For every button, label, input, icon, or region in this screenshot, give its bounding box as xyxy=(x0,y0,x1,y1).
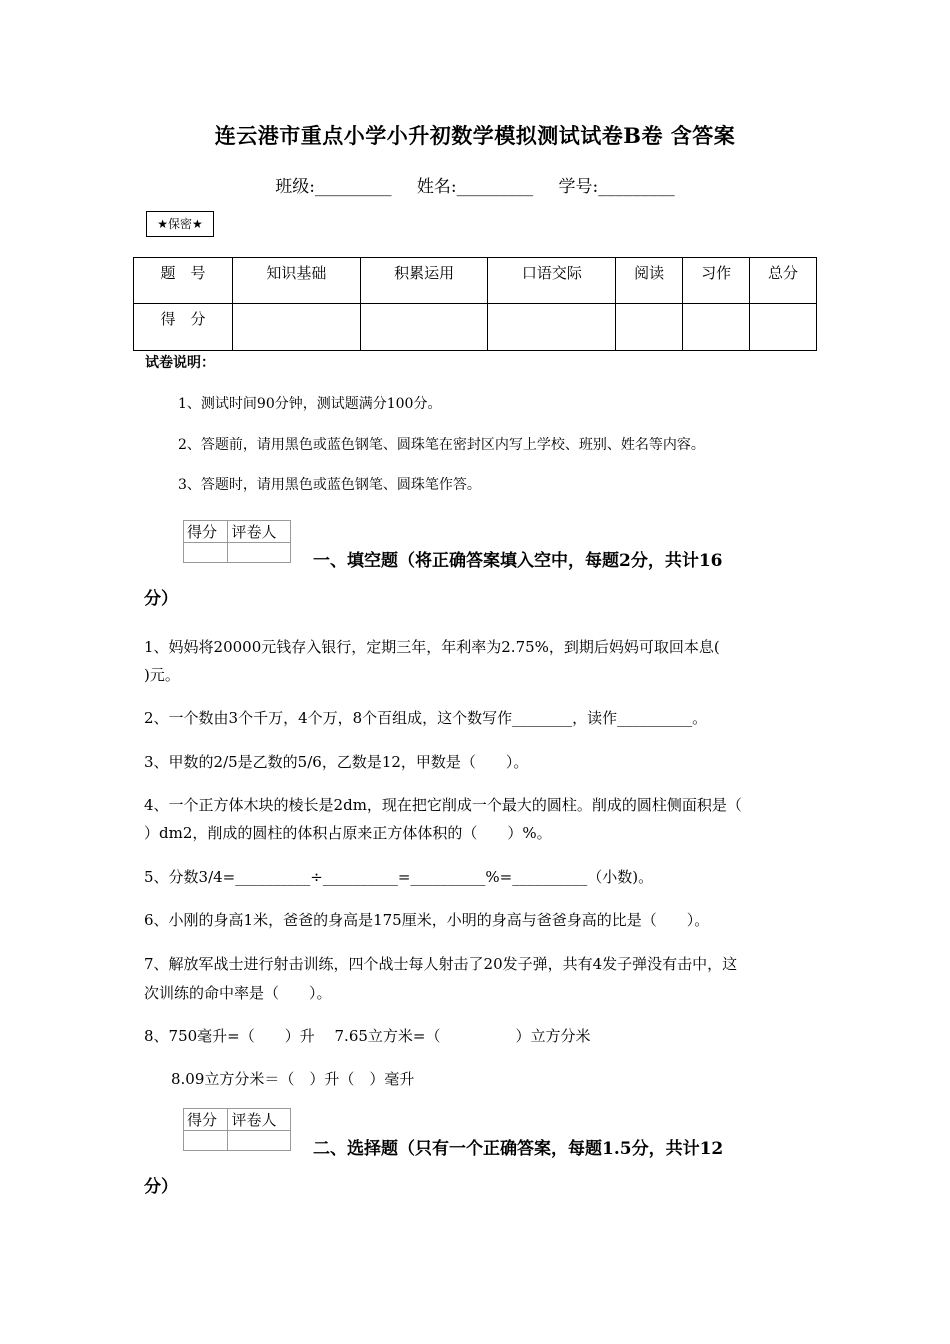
question-item: 7、解放军战士进行射击训练，四个战士每人射击了20发子弹，共有4发子弹没有击中，这 xyxy=(144,955,738,973)
section-heading-cont: 分） xyxy=(144,589,178,609)
instruction-item: 1、测试时间90分钟，测试题满分100分。 xyxy=(178,396,442,412)
student-info-line xyxy=(0,172,950,197)
question-item: 5、分数3/4=__________÷__________=__________%=__________（小数)。 xyxy=(144,868,654,886)
question-item: 4、一个正方体木块的棱长是2dm，现在把它削成一个最大的圆柱。削成的圆柱侧面积是（ xyxy=(144,796,742,814)
name-field: 姓名:_________ xyxy=(416,177,534,197)
grader-box xyxy=(183,1108,291,1151)
score-table-header: 总分 xyxy=(750,258,817,304)
student-id-field: 学号:_________ xyxy=(558,177,675,197)
confidential-badge: ★保密★ xyxy=(146,211,214,237)
question-item: 2、一个数由3个千万，4个万，8个百组成，这个数写作________，读作__________。 xyxy=(144,709,708,727)
grader-name-cell xyxy=(228,1131,291,1151)
score-table-header: 口语交际 xyxy=(488,258,616,304)
score-cell xyxy=(233,304,361,351)
grader-score-cell xyxy=(184,543,228,563)
question-item-cont: 次训练的命中率是（ ）。 xyxy=(144,984,332,1002)
score-cell xyxy=(750,304,817,351)
question-item: 6、小刚的身高1米，爸爸的身高是175厘米，小明的身高与爸爸身高的比是（ ）。 xyxy=(144,911,710,929)
question-item: 1、妈妈将20000元钱存入银行，定期三年，年利率为2.75%，到期后妈妈可取回本息( xyxy=(144,638,720,656)
score-table xyxy=(133,257,817,351)
grader-name-label: 评卷人 xyxy=(228,1109,291,1131)
class-field: 班级:_________ xyxy=(275,177,392,197)
score-cell xyxy=(683,304,750,351)
grader-name-label: 评卷人 xyxy=(228,521,291,543)
grader-score-label: 得分 xyxy=(184,1109,228,1131)
instructions-title: 试卷说明： xyxy=(145,355,215,371)
grader-name-cell xyxy=(228,543,291,563)
score-cell xyxy=(360,304,488,351)
section-heading: 一、填空题（将正确答案填入空中，每题2分，共计16 xyxy=(313,551,723,571)
score-row-label: 得 分 xyxy=(134,304,233,351)
grader-score-label: 得分 xyxy=(184,521,228,543)
score-table-header: 知识基础 xyxy=(233,258,361,304)
question-item: 8、750毫升=（ ）升 7.65立方米=（ ）立方分米 xyxy=(144,1027,591,1045)
grader-score-cell xyxy=(184,1131,228,1151)
section-heading-cont: 分） xyxy=(144,1177,178,1197)
score-table-header: 积累运用 xyxy=(360,258,488,304)
instruction-item: 2、答题前，请用黑色或蓝色钢笔、圆珠笔在密封区内写上学校、班别、姓名等内容。 xyxy=(178,437,705,453)
page-title: 连云港市重点小学小升初数学模拟测试试卷B卷 含答案 xyxy=(214,123,736,148)
score-cell xyxy=(616,304,683,351)
grader-box xyxy=(183,520,291,563)
score-table-header: 阅读 xyxy=(616,258,683,304)
score-table-header: 题 号 xyxy=(134,258,233,304)
instruction-item: 3、答题时，请用黑色或蓝色钢笔、圆珠笔作答。 xyxy=(178,477,481,493)
score-cell xyxy=(488,304,616,351)
question-item: 3、甲数的2/5是乙数的5/6，乙数是12，甲数是（ ）。 xyxy=(144,753,529,771)
score-table-header: 习作 xyxy=(683,258,750,304)
section-heading: 二、选择题（只有一个正确答案，每题1.5分，共计12 xyxy=(313,1139,724,1159)
question-item-cont: )元。 xyxy=(144,666,180,684)
question-item-cont: 8.09立方分米＝（ ）升（ ）毫升 xyxy=(171,1070,415,1088)
question-item-cont: ）dm2，削成的圆柱的体积占原来正方体体积的（ ）%。 xyxy=(144,824,552,842)
